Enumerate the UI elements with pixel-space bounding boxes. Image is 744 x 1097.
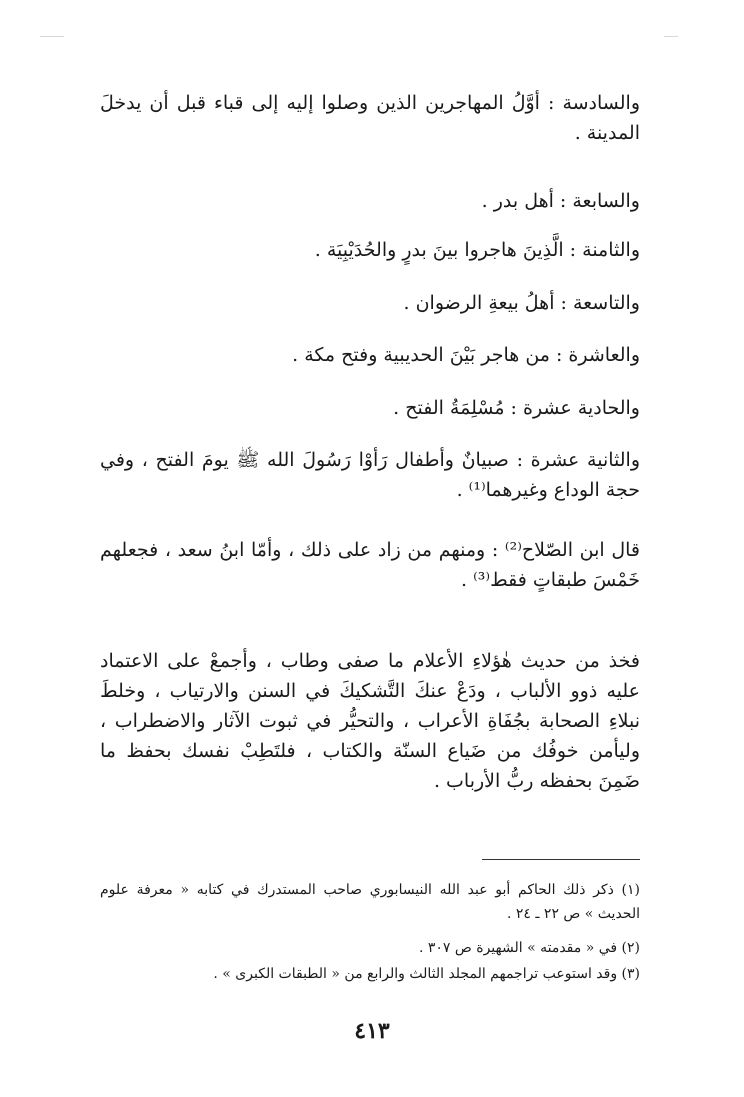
paragraph-ibn-salah: قال ابن الصّلاح⁽²⁾ : ومنهم من زاد على ذلك ، وأمّا ابنُ سعد ، فجعلهم خَمْسَ طبقاتٍ فقط⁽³⁾ . [100,539,640,591]
page-number: ٤١٣ [354,1018,390,1044]
footnote-1: (١) ذكر ذلك الحاكم أبو عبد الله النيسابوري صاحب المستدرك في كتابه « معرفة علوم الحديث » ص ٢٢ ـ ٢٤ . [100,882,640,922]
footnote-3: (٣) وقد استوعب تراجمهم المجلد الثالث والرابع من « الطبقات الكبرى » . [213,966,640,982]
paragraph-eleventh: والحادية عشرة : مُسْلِمَةُ الفتح . [393,397,640,419]
paragraph-eighth: والثامنة : الَّذِينَ هاجروا بينَ بدرٍ والحُدَيْبِيَة . [314,239,640,261]
scan-mark [664,36,678,37]
paragraph-closing: فخذ من حديث هٰؤلاءِ الأعلام ما صفى وطاب ، وأجمعْ على الاعتماد عليه ذوو الألباب ، ودَعْ عنكَ التَّشكيكَ في السنن والارتياب ، وخلطَ نبلاءِ الصحابة بجُفَاةِ الأعراب ، والتحيُّر في ثبوت الآثار والاضطراب ، وليأمن خوفُك من ضَياع السنّة والكتاب ، فلتَطِبْ نفسك بحفظ ما ضَمِنَ بحفظه ربُّ الأرباب . [100,650,640,792]
paragraph-sixth: والسادسة : أوَّلُ المهاجرين الذين وصلوا إليه إلى قباء قبل أن يدخلَ المدينة . [100,92,640,144]
footnote-2: (٢) في « مقدمته » الشهيرة ص ٣٠٧ . [418,940,640,956]
scan-mark [40,36,64,37]
paragraph-seventh: والسابعة : أهل بدر . [481,190,640,212]
paragraph-twelfth: والثانية عشرة : صبيانٌ وأطفال رَأوْا رَسُولَ الله ﷺ يومَ الفتح ، وفي حجة الوداع وغيرهما⁽¹⁾ . [100,449,640,501]
footnote-separator [482,859,640,860]
paragraph-ninth: والتاسعة : أهلُ بيعةِ الرضوان . [403,292,640,314]
paragraph-tenth: والعاشرة : من هاجر بَيْنَ الحديبية وفتح مكة . [292,344,640,366]
